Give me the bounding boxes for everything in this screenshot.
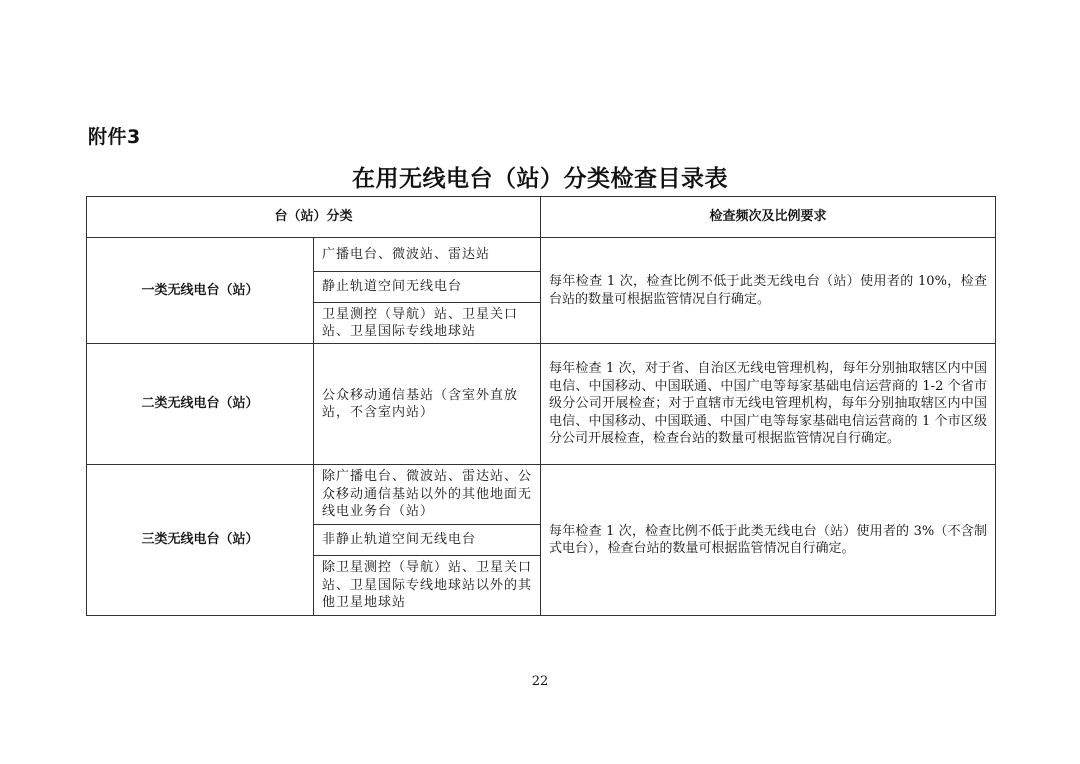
station-type-cell: 卫星测控（导航）站、卫星关口站、卫星国际专线地球站 bbox=[314, 303, 541, 344]
document-title: 在用无线电台（站）分类检查目录表 bbox=[352, 166, 728, 192]
class-three-requirement: 每年检查 1 次，检查比例不低于此类无线电台（站）使用者的 3%（不含制式电台），检查台站的数量可根据监管情况自行确定。 bbox=[541, 465, 996, 616]
station-type-cell: 公众移动通信基站（含室外直放站，不含室内站） bbox=[314, 344, 541, 465]
class-two-requirement: 每年检查 1 次，对于省、自治区无线电管理机构，每年分别抽取辖区内中国电信、中国移动、中国联通、中国广电等每家基础电信运营商的 1-2 个省市级分公司开展检查；对于直辖市无线电管理机构，每年分别抽取辖区内中国电信、中国移动、中国联通、中国广电等每家基础电信运营商的 1 个市区级分公司开展检查，检查台站的数量可根据监管情况自行确定。 bbox=[541, 344, 996, 465]
inspection-catalog-table bbox=[86, 196, 996, 616]
header-classification: 台（站）分类 bbox=[87, 197, 541, 238]
station-type-cell: 非静止轨道空间无线电台 bbox=[314, 525, 541, 556]
table-row bbox=[87, 465, 996, 525]
table-row bbox=[87, 344, 996, 465]
table-row bbox=[87, 238, 996, 272]
page-number: 22 bbox=[531, 674, 549, 689]
station-type-cell: 广播电台、微波站、雷达站 bbox=[314, 238, 541, 272]
table-header-row bbox=[87, 197, 996, 238]
station-type-cell: 静止轨道空间无线电台 bbox=[314, 272, 541, 303]
class-three-name: 三类无线电台（站） bbox=[87, 465, 314, 616]
class-one-requirement: 每年检查 1 次，检查比例不低于此类无线电台（站）使用者的 10%，检查台站的数量可根据监管情况自行确定。 bbox=[541, 238, 996, 344]
station-type-cell: 除广播电台、微波站、雷达站、公众移动通信基站以外的其他地面无线电业务台（站） bbox=[314, 465, 541, 525]
attachment-label: 附件3 bbox=[88, 126, 141, 148]
header-requirement: 检查频次及比例要求 bbox=[541, 197, 996, 238]
class-one-name: 一类无线电台（站） bbox=[87, 238, 314, 344]
station-type-cell: 除卫星测控（导航）站、卫星关口站、卫星国际专线地球站以外的其他卫星地球站 bbox=[314, 556, 541, 616]
class-two-name: 二类无线电台（站） bbox=[87, 344, 314, 465]
